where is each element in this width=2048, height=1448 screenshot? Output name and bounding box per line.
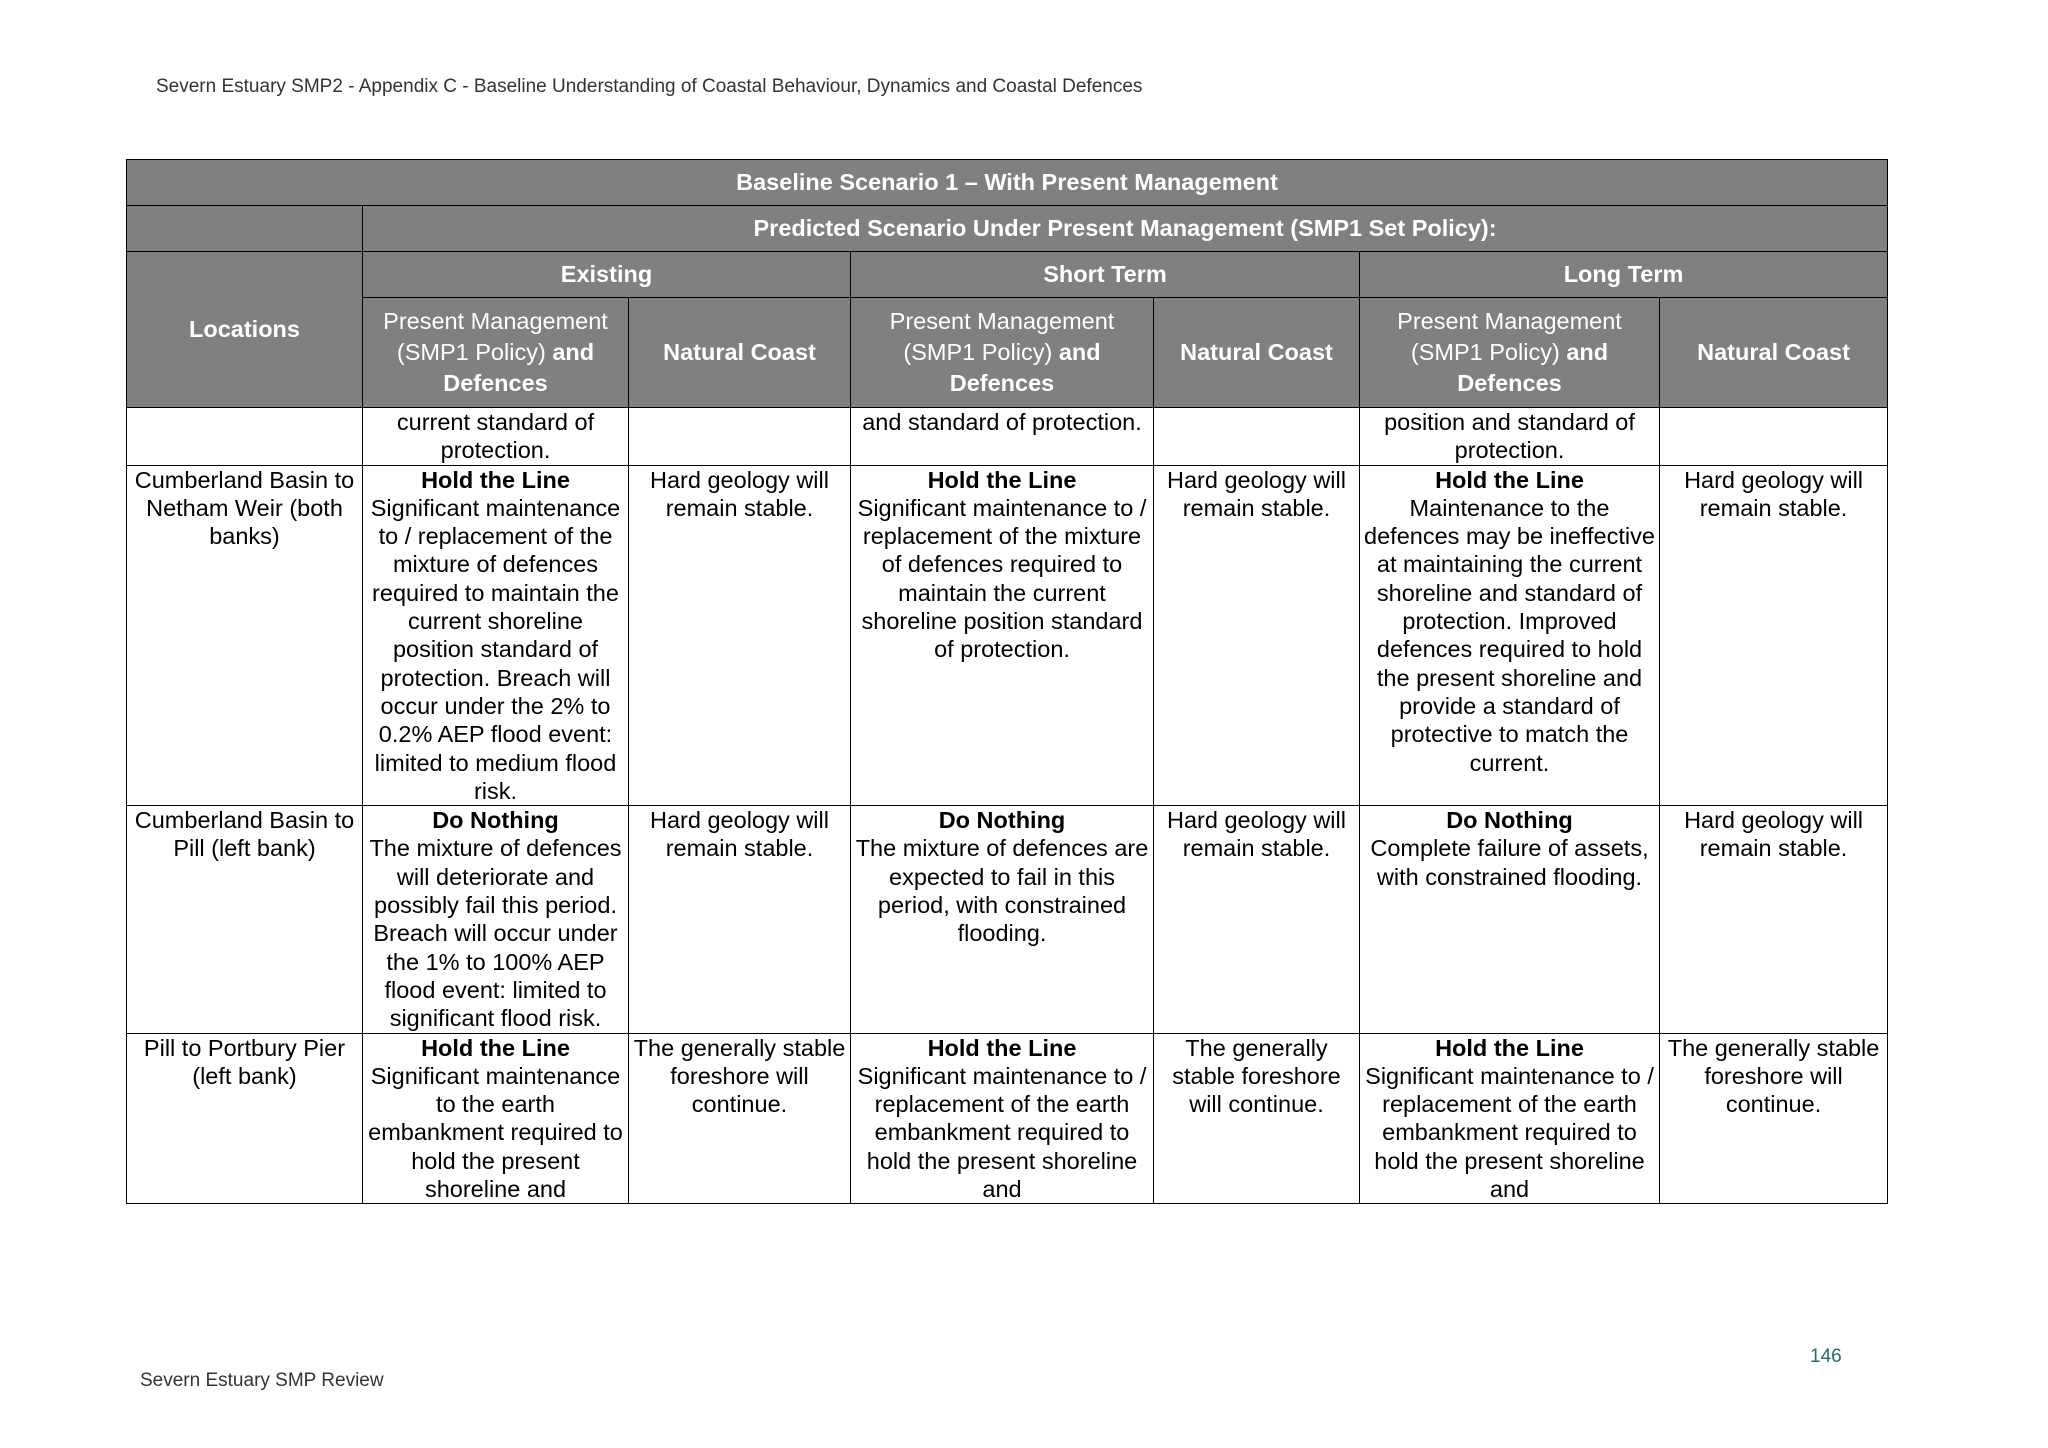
location-cell: Pill to Portbury Pier (left bank): [127, 1033, 363, 1204]
policy-label: Hold the Line: [421, 1034, 570, 1061]
pm-text: Significant maintenance to / replacement of the earth embankment required to hold the present shoreline and: [1365, 1062, 1654, 1203]
short-nc-cell: Hard geology will remain stable.: [1154, 465, 1360, 806]
natural-coast-header-short: Natural Coast: [1154, 298, 1360, 408]
policy-label: Hold the Line: [1435, 466, 1584, 493]
existing-pm-cell: [363, 465, 629, 806]
table-row: [127, 465, 1888, 806]
long-pm-cell: [1360, 465, 1660, 806]
baseline-scenario-table: [126, 159, 1888, 1204]
present-management-header-short: [851, 298, 1154, 408]
existing-pm-cell: [363, 806, 629, 1033]
pm-text: Significant maintenance to / replacement of the mixture of defences required to maintain the current shoreline position standard of protection. Breach will occur under the 2% to 0.2% AEP flood event: limited to medium flood risk.: [370, 494, 621, 804]
policy-label: Hold the Line: [1435, 1034, 1584, 1061]
period-short-term-header: Short Term: [851, 252, 1360, 298]
long-nc-cell: Hard geology will remain stable.: [1660, 465, 1888, 806]
long-pm-cell: [1360, 1033, 1660, 1204]
existing-pm-cell: [363, 408, 629, 466]
pm-text: The mixture of defences will deteriorate and possibly fail this period. Breach will occur under the 1% to 100% AEP flood event: limited to significant flood risk.: [369, 835, 622, 1032]
present-management-header-long: [1360, 298, 1660, 408]
policy-label: Do Nothing: [938, 807, 1066, 834]
location-cell: [127, 408, 363, 466]
period-existing-header: Existing: [363, 252, 851, 298]
existing-nc-cell: The generally stable foreshore will continue.: [629, 1033, 851, 1204]
pm-header-suffix: and Defences: [1457, 339, 1609, 396]
long-pm-cell: [1360, 806, 1660, 1033]
existing-pm-cell: [363, 1033, 629, 1204]
pm-text: Significant maintenance to the earth embankment required to hold the present shoreline and: [368, 1062, 623, 1203]
page-number: 146: [1810, 1346, 1842, 1367]
page-footer: Severn Estuary SMP Review: [140, 1370, 384, 1391]
pm-text: The mixture of defences are expected to fail in this period, with constrained flooding.: [855, 835, 1149, 947]
table-subtitle: Predicted Scenario Under Present Management (SMP1 Set Policy):: [363, 206, 1888, 252]
locations-header: Locations: [127, 252, 363, 408]
long-nc-cell: Hard geology will remain stable.: [1660, 806, 1888, 1033]
long-pm-cell: [1360, 408, 1660, 466]
short-nc-cell: The generally stable foreshore will continue.: [1154, 1033, 1360, 1204]
page-header: Severn Estuary SMP2 - Appendix C - Baseline Understanding of Coastal Behaviour, Dynamics and Coastal Defences: [156, 76, 1143, 97]
pm-text: Significant maintenance to / replacement of the earth embankment required to hold the present shoreline and: [857, 1062, 1147, 1203]
pm-text: Complete failure of assets, with constrained flooding.: [1370, 835, 1649, 890]
pm-header-prefix: Present Management (SMP1 Policy): [383, 308, 608, 365]
natural-coast-header-existing: Natural Coast: [629, 298, 851, 408]
pm-header-prefix: Present Management (SMP1 Policy): [889, 308, 1115, 365]
existing-nc-cell: [629, 408, 851, 466]
policy-label: Hold the Line: [927, 1034, 1077, 1061]
policy-label: Hold the Line: [421, 466, 570, 493]
table-row: [127, 806, 1888, 1033]
location-cell: Cumberland Basin to Netham Weir (both banks): [127, 465, 363, 806]
pm-header-suffix: and Defences: [949, 339, 1101, 396]
location-cell: Cumberland Basin to Pill (left bank): [127, 806, 363, 1033]
natural-coast-header-long: Natural Coast: [1660, 298, 1888, 408]
pm-text: Maintenance to the defences may be ineffective at maintaining the current shoreline and standard of protection. Improved defences required to hold the present shoreline and provide a standard of protective to match the current.: [1364, 494, 1655, 776]
table-row: [127, 1033, 1888, 1204]
pm-text: and standard of protection.: [862, 409, 1142, 435]
pm-text: position and standard of protection.: [1384, 409, 1635, 464]
header-spacer: [127, 206, 363, 252]
pm-header-suffix: and Defences: [443, 339, 595, 396]
short-pm-cell: [851, 465, 1154, 806]
short-nc-cell: Hard geology will remain stable.: [1154, 806, 1360, 1033]
policy-label: Hold the Line: [927, 466, 1077, 493]
existing-nc-cell: Hard geology will remain stable.: [629, 465, 851, 806]
pm-text: current standard of protection.: [396, 409, 595, 464]
policy-label: Do Nothing: [432, 807, 559, 834]
short-pm-cell: [851, 408, 1154, 466]
table-title: Baseline Scenario 1 – With Present Management: [127, 160, 1888, 206]
pm-text: Significant maintenance to / replacement of the mixture of defences required to maintain the current shoreline position standard of protection.: [857, 494, 1147, 663]
pm-header-prefix: Present Management (SMP1 Policy): [1397, 308, 1622, 365]
short-pm-cell: [851, 1033, 1154, 1204]
long-nc-cell: [1660, 408, 1888, 466]
present-management-header-existing: [363, 298, 629, 408]
short-pm-cell: [851, 806, 1154, 1033]
policy-label: Do Nothing: [1446, 807, 1573, 834]
period-long-term-header: Long Term: [1360, 252, 1888, 298]
long-nc-cell: The generally stable foreshore will continue.: [1660, 1033, 1888, 1204]
existing-nc-cell: Hard geology will remain stable.: [629, 806, 851, 1033]
short-nc-cell: [1154, 408, 1360, 466]
table-row: [127, 408, 1888, 466]
